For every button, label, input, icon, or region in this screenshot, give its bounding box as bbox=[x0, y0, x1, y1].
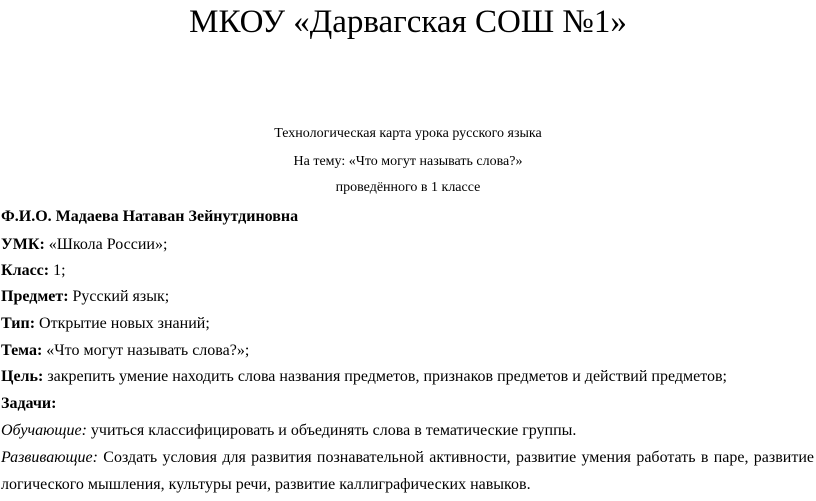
lesson-class-line: проведённого в 1 классе bbox=[335, 180, 481, 195]
goal-field bbox=[1, 368, 727, 386]
goal-value: закрепить умение находить слова названия предметов, признаков предметов и действий предметов; bbox=[43, 368, 727, 385]
developing-task bbox=[1, 449, 814, 467]
theme-label: Тема: bbox=[1, 342, 43, 359]
type-field bbox=[1, 315, 210, 333]
subject-field bbox=[1, 288, 169, 306]
type-label: Тип: bbox=[1, 315, 36, 332]
educational-value: учиться классифицировать и объединять слова в тематические группы. bbox=[86, 422, 577, 439]
type-value: Открытие новых знаний; bbox=[35, 315, 210, 332]
subject-label: Предмет: bbox=[1, 288, 69, 305]
umk-value: «Школа России»; bbox=[44, 236, 168, 253]
teacher-name: Ф.И.О. Мадаева Натаван Зейнутдиновна bbox=[1, 208, 299, 225]
subject-value: Русский язык; bbox=[68, 288, 170, 305]
school-title: МКОУ «Дарвагская СОШ №1» bbox=[189, 4, 627, 40]
tasks-heading: Задачи: bbox=[1, 395, 57, 412]
umk-label: УМК: bbox=[1, 236, 45, 253]
developing-value-line1: Создать условия для развития познавательной активности, развитие умения работать в паре, развитие bbox=[97, 449, 814, 466]
class-label: Класс: bbox=[1, 262, 50, 279]
class-value: 1; bbox=[49, 262, 66, 279]
theme-field bbox=[1, 342, 249, 360]
developing-task-continuation: логического мышления, культуры речи, развитие каллиграфических навыков. bbox=[1, 476, 531, 493]
goal-label: Цель: bbox=[1, 368, 44, 385]
developing-label: Развивающие: bbox=[1, 449, 98, 466]
educational-task bbox=[1, 422, 576, 440]
theme-value: «Что могут называть слова?»; bbox=[42, 342, 250, 359]
document-title: Технологическая карта урока русского языка bbox=[274, 126, 542, 141]
lesson-topic-line: На тему: «Что могут называть слова?» bbox=[293, 154, 523, 169]
educational-label: Обучающие: bbox=[1, 422, 87, 439]
class-field bbox=[1, 262, 66, 280]
umk-field bbox=[1, 236, 167, 254]
